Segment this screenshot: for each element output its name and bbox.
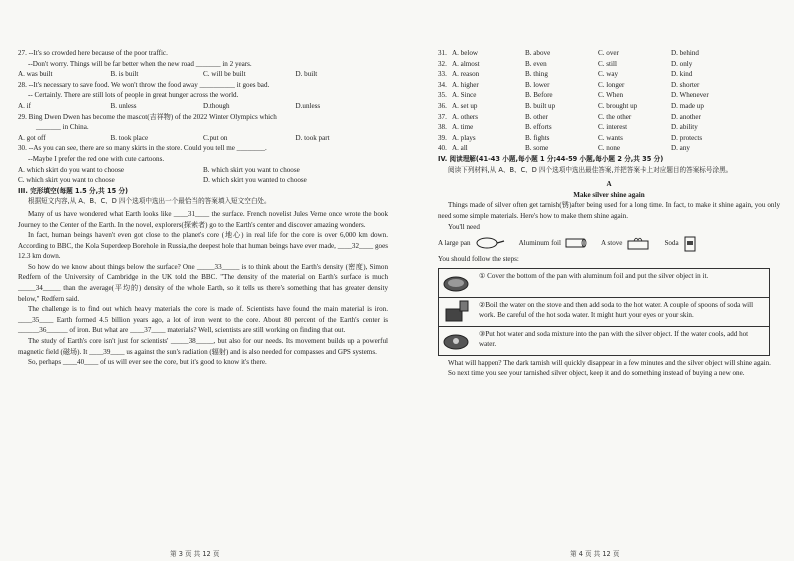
answer-option[interactable]: A. all — [452, 144, 468, 153]
step-picture — [439, 298, 475, 326]
q30-reply: --Maybe I prefer the red one with cute cartoons. — [28, 154, 165, 163]
q27-option-d[interactable]: D. built — [295, 70, 318, 79]
answer-option[interactable]: A. below — [452, 49, 479, 57]
pan-with-foil-icon — [442, 273, 472, 293]
answer-option[interactable]: C. over — [598, 49, 619, 57]
section3-title: III. 完形填空(每题 1.5 分,共 15 分) — [18, 186, 129, 195]
q27-option-c[interactable]: C. will be built — [203, 70, 246, 79]
passage-paragraph: So, perhaps ____40____ of us will ever see the core, but it's good to know it's there. — [28, 358, 267, 367]
article-letter: A — [606, 180, 612, 189]
article-outro: What will happen? The dark tarnish will quickly disappear in a few minutes and the silver object will shine again. — [448, 358, 771, 367]
step-text: ②Boil the water on the stove and then add soda to the hot water. A couple of spoons of soda will work. Be careful of the hot soda water. It might hurt your eyes or your skin. — [479, 300, 754, 320]
follow-label: You should follow the steps: — [438, 255, 519, 264]
article-outro: So next time you see your tarnished silver object, keep it and do something instead of buying a new one. — [448, 369, 745, 378]
q29-options — [18, 133, 388, 144]
need-label: You'll need — [448, 222, 480, 231]
q29-option-a[interactable]: A. got off — [18, 133, 46, 142]
cloze-option-row — [438, 112, 780, 123]
answer-option[interactable]: B. lower — [525, 80, 550, 89]
passage-paragraph: Many of us have wondered what Earth looks like ____31____ the surface. French novelist Jules Verne once wrote the book Journey to the Center of the Earth. In the novel, explorers(探索者) go to the Earth's center and discover amazing wonders. — [18, 209, 388, 229]
answer-option[interactable]: C. wants — [598, 133, 623, 142]
section4-instructions: 阅读下列材料,从 A、B、C、D 四个选项中选出最佳答案,并把答案卡上对应题目的答案标号涂黑。 — [448, 165, 733, 174]
answer-option[interactable]: A. time — [452, 123, 474, 132]
answer-option[interactable]: B. efforts — [525, 123, 552, 132]
tool-foil — [519, 236, 587, 250]
foil-roll-icon — [565, 236, 587, 250]
passage-paragraph: In fact, human beings haven't even got close to the planet's core (地心) in real life for the core is over 6,000 km down. According to BBC, the Kola Superdeep Borehole in Russia,the deepest hole that human beings have ever made, ____32____ goes 12.3 km down. — [18, 231, 388, 261]
answer-option[interactable]: B. above — [525, 49, 551, 57]
q30-option-a[interactable]: A. which skirt do you want to choose — [18, 165, 124, 174]
question-number: 39. — [438, 133, 447, 142]
answer-option[interactable]: C. interest — [598, 123, 628, 132]
answer-option[interactable]: B. fights — [525, 133, 550, 142]
tool-stove — [601, 235, 650, 251]
answer-option[interactable]: C. brought up — [598, 101, 638, 110]
q28-options — [18, 101, 388, 112]
cloze-option-row — [438, 122, 780, 133]
q27-option-a[interactable]: A. was built — [18, 70, 53, 79]
question-number: 36. — [438, 101, 447, 110]
question-number: 35. — [438, 91, 447, 100]
question-number: 34. — [438, 80, 447, 89]
cloze-option-row — [438, 59, 780, 70]
answer-option[interactable]: A. almost — [452, 59, 480, 68]
cloze-option-row — [438, 143, 780, 154]
q28-option-d[interactable]: D.unless — [295, 101, 321, 110]
q29-option-d[interactable]: D. took part — [295, 133, 330, 142]
tool-pan-label: A large pan — [438, 238, 471, 247]
answer-option[interactable]: B. thing — [525, 70, 548, 79]
cloze-option-row — [438, 90, 780, 101]
answer-option[interactable]: C. none — [598, 144, 621, 153]
step-text: ③Put hot water and soda mixture into the pan with the silver object. If the water cools, add hot water. — [479, 329, 749, 349]
step-row — [439, 327, 769, 355]
question-number: 40. — [438, 144, 447, 153]
step-picture — [439, 269, 475, 297]
section4-title: IV. 阅读理解(41-43 小题,每小题 1 分;44-59 小题,每小题 2 分,共 35 分) — [438, 154, 664, 163]
q28-reply: -- Certainly. There are still lots of people in great hunger across the world. — [28, 91, 239, 100]
answer-option[interactable]: D. protects — [671, 133, 703, 142]
q30-options-cd — [18, 175, 388, 186]
answer-option[interactable]: D. Whenever — [671, 91, 709, 100]
answer-option[interactable]: D. behind — [671, 49, 699, 57]
passage-paragraph: So how do we know about things below the surface? One _____33_____ is to think about the Earth's density (密度), Simon Redfern of the University of Cambridge in the UK told the BBC. "The density of the material on Earth's surface is much _____34_____ than the average(平均的) density of the whole Earth, so it tells us there's something that has greater density below," Redfern said. — [18, 262, 388, 303]
tool-soda-label: Soda — [664, 238, 679, 247]
q27-reply: --Don't worry. Things will be far better when the new road _______ in 2 years. — [28, 59, 252, 68]
q29-option-b[interactable]: B. took place — [110, 133, 149, 142]
q27-option-b[interactable]: B. is built — [110, 70, 139, 79]
question-number: 31. — [438, 49, 447, 57]
answer-option[interactable]: A. higher — [452, 80, 479, 89]
answer-option[interactable]: D. kind — [671, 70, 693, 79]
steps-box — [438, 268, 770, 356]
answer-option[interactable]: D. made up — [671, 101, 704, 110]
q30-prompt: 30. --As you can see, there are so many skirts in the store. Could you tell me ________. — [18, 144, 267, 153]
answer-option[interactable]: D. shorter — [671, 80, 700, 89]
answer-option[interactable]: D. another — [671, 112, 701, 121]
q29-cont: _______ in China. — [36, 123, 89, 132]
cloze-option-row — [438, 133, 780, 144]
question-number: 32. — [438, 59, 447, 68]
answer-option[interactable]: A. others — [452, 112, 479, 121]
step-row — [439, 269, 769, 298]
q27-options — [18, 69, 388, 80]
q28-option-c[interactable]: D.though — [203, 101, 230, 110]
cloze-options-grid — [438, 48, 780, 154]
pan-icon — [475, 236, 505, 250]
page-footer-right: 第 4 页 共 12 页 — [570, 550, 620, 558]
answer-option[interactable]: C. way — [598, 70, 619, 79]
cloze-option-row — [438, 101, 780, 112]
step-picture — [439, 327, 475, 355]
answer-option[interactable]: D. any — [671, 144, 690, 153]
q28-option-a[interactable]: A. if — [18, 101, 32, 110]
cloze-option-row — [438, 48, 780, 59]
answer-option[interactable]: B. some — [525, 144, 549, 153]
q30-option-c[interactable]: C. which skirt you want to choose — [18, 176, 115, 185]
right-page — [438, 48, 780, 538]
q30-options-ab — [18, 165, 388, 176]
pan-with-silver-icon — [442, 331, 472, 351]
answer-option[interactable]: B. built up — [525, 101, 556, 110]
answer-option[interactable]: C. When — [598, 91, 624, 100]
passage-paragraph: The challenge is to find out which heavy materials the core is made of. Scientists have found the main material is iron. ____35____ Earth formed 4.5 billion years ago, a lot of iron went to the core. About 80 percent of the Earth's center is ______36______ of iron. But what are ____37____ materials? Well, scientists are still working on finding that out. — [18, 305, 388, 335]
answer-option[interactable]: B. other — [525, 112, 548, 121]
answer-option[interactable]: A. plays — [452, 133, 476, 142]
answer-option[interactable]: C. the other — [598, 112, 632, 121]
answer-option[interactable]: B. even — [525, 59, 547, 68]
left-page — [18, 48, 388, 538]
question-number: 37. — [438, 112, 447, 121]
q30-option-b[interactable]: B. which skirt you want to choose — [203, 165, 300, 174]
answer-option[interactable]: A. reason — [452, 70, 480, 79]
step-text: ① Cover the bottom of the pan with aluminum foil and put the silver object in it. — [479, 271, 709, 280]
q27-prompt: 27. --It's so crowded here because of the poor traffic. — [18, 49, 168, 57]
answer-option[interactable]: B. Before — [525, 91, 553, 100]
tool-foil-label: Aluminum foil — [518, 238, 561, 247]
q28-option-b[interactable]: B. unless — [110, 101, 137, 110]
pot-and-soda-icon — [442, 299, 472, 325]
answer-option[interactable]: A. set up — [452, 101, 478, 110]
answer-option[interactable]: A. Since — [452, 91, 477, 100]
page-footer-left: 第 3 页 共 12 页 — [170, 550, 220, 558]
soda-box-icon — [683, 234, 697, 252]
cloze-option-row — [438, 69, 780, 80]
q30-option-d[interactable]: D. which skirt you wanted to choose — [203, 176, 307, 185]
answer-option[interactable]: C. still — [598, 59, 617, 68]
tool-stove-label: A stove — [600, 238, 623, 247]
article-intro: Things made of silver often get tarnish(锈)after being used for a long time. In fact, to make it shine again, you only need some simple materials. Here's how to make them shine again. — [438, 201, 780, 220]
q29-prompt: 29. Bing Dwen Dwen has become the mascot(吉祥物) of the 2022 Winter Olympics which — [18, 112, 277, 121]
step-row — [439, 298, 769, 327]
answer-option[interactable]: D. ability — [671, 123, 698, 132]
article-title: Make silver shine again — [573, 190, 645, 199]
q28-prompt: 28. --It's necessary to save food. We won't throw the food away __________ it goes bad. — [18, 80, 270, 89]
tool-soda — [664, 234, 696, 252]
stove-icon — [626, 235, 650, 251]
tool-pan — [438, 236, 505, 250]
answer-option[interactable]: C. longer — [598, 80, 625, 89]
question-number: 38. — [438, 123, 447, 132]
passage-paragraph: The study of Earth's core isn't just for scientists' _____38_____, but also for our needs. Its movement builds up a powerful magnetic field (磁场). It ____39____ us against the sun's radiation (辐射) and is also needed for compasses and GPS systems. — [18, 337, 388, 356]
section3-instructions: 根据短文内容,从 A、B、C、D 四个选项中选出一个最恰当的答案填入短文空白处。 — [28, 197, 271, 206]
tools-row — [438, 234, 780, 252]
q29-option-c[interactable]: C.put on — [203, 133, 228, 142]
question-number: 33. — [438, 70, 447, 79]
cloze-option-row — [438, 80, 780, 91]
answer-option[interactable]: D. only — [671, 59, 693, 68]
